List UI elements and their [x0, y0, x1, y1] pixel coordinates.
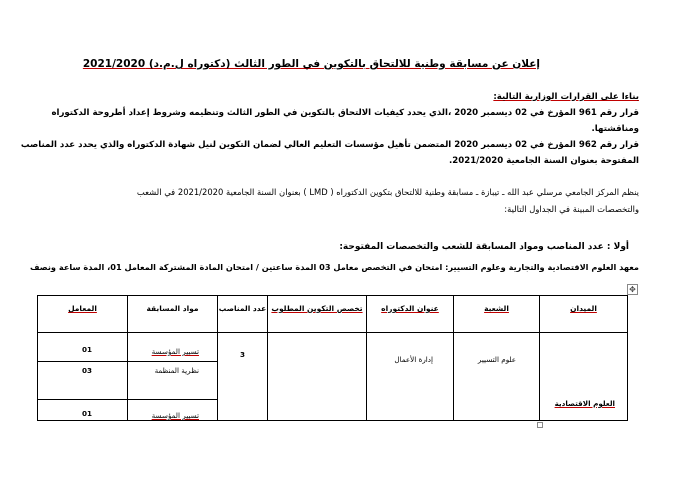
subject-3: تسيير المؤسسة — [151, 411, 199, 420]
decree-2-line-1: قرار رقم 962 المؤرخ في 02 ديسمبر 2020 المتضمن تأهيل مؤسسات التعليم العالي لضمان التكوين لنيل شهادة الدكتوراه والذي يحدد عدد المناصب — [20, 140, 639, 150]
coef-3: 01 — [82, 409, 93, 418]
subject-1: تسيير المؤسسة — [151, 347, 199, 356]
specialty-cell — [268, 333, 367, 421]
header-positions: عدد المناصب — [218, 296, 268, 333]
preamble-heading: بناءا على القرارات الوزارية التالية: — [493, 92, 639, 102]
field-cell — [540, 333, 628, 421]
header-specialty: تخصص التكوين المطلوب — [268, 296, 367, 333]
institute-line: معهد العلوم الاقتصادية والتجارية وعلوم التسيير: امتحان في التخصص معامل 03 المدة ساعتين / امتحان المادة المشتركة المعامل 01، المدة ساعة ونصف — [30, 262, 639, 272]
doctorate-cell — [367, 333, 454, 421]
header-coefficient: المعامل — [38, 296, 128, 333]
header-doctorate-title: عنوان الدكتوراه — [367, 296, 454, 333]
header-branch: الشعبة — [454, 296, 540, 333]
move-cross-icon[interactable]: ✥ — [627, 284, 638, 295]
branch-value: علوم التسيير — [477, 355, 517, 364]
coef-1: 01 — [82, 345, 93, 354]
decree-1-line-2: ومناقشتها. — [591, 124, 639, 134]
positions-value: 3 — [240, 350, 246, 359]
header-field: الميدان — [540, 296, 628, 333]
header-subjects: مواد المسابقة — [128, 296, 218, 333]
field-value: العلوم الاقتصادية — [554, 399, 615, 408]
doctorate-value: إدارة الأعمال — [394, 355, 433, 364]
announcement-line-1: ينظم المركز الجامعي مرسلي عبد الله ـ تيبازة ـ مسابقة وطنية للالتحاق بتكوين الدكتوراه ( LMD ) بعنوان السنة الجامعية 2021/2020 في الشعب — [136, 187, 639, 197]
decree-1-line-1: قرار رقم 961 المؤرخ في 02 ديسمبر 2020 ،الذي يحدد كيفيات الالتحاق بالتكوين في الطور الثالث وتنظيمه وشروط إعداد أطروحة الدكتوراه — [51, 108, 639, 118]
coefficient-cell — [38, 333, 128, 421]
decree-2-line-2: المفتوحة بعنوان السنة الجامعية 2021/2020. — [448, 156, 639, 166]
positions-cell — [218, 333, 268, 421]
announcement-line-2: والتخصصات المبينة في الجداول التالية: — [504, 204, 639, 214]
page-title: إعلان عن مسابقة وطنية للالتحاق بالتكوين في الطور الثالث (دكتوراه ل.م.د) 2021/2020 — [82, 58, 540, 70]
coef-2: 03 — [82, 366, 93, 375]
table-header-row — [38, 296, 628, 333]
subjects-table — [37, 295, 628, 421]
branch-cell — [454, 333, 540, 421]
resize-handle-icon[interactable] — [537, 422, 543, 428]
table-row — [38, 333, 628, 421]
section-heading: أولا : عدد المناصب ومواد المسابقة للشعب والتخصصات المفتوحة: — [339, 242, 629, 252]
subjects-cell — [128, 333, 218, 421]
subject-2: نظرية المنظمة — [154, 366, 199, 375]
